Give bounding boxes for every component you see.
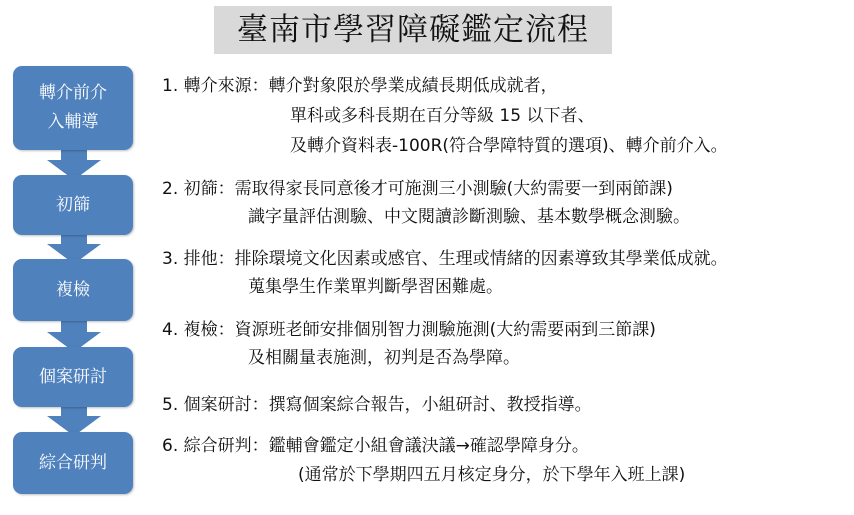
flow-box-label-line1: 轉介前介 [39, 83, 107, 103]
step-6-line: (通常於下學期四五月核定身分，於下學年入班上課) [298, 465, 686, 485]
step-5-head: 5. 個案研討：撰寫個案綜合報告，小組研討、教授指導。 [162, 395, 592, 415]
step-4-line: 及相關量表施測，初判是否為學障。 [248, 348, 520, 368]
step-6-head: 6. 綜合研判：鑑輔會鑑定小組會議決議→確認學障身分。 [162, 436, 589, 456]
flowchart [0, 0, 170, 515]
flow-box-label: 複檢 [56, 279, 90, 300]
step-4-head: 4. 複檢：資源班老師安排個別智力測驗施測(大約需要兩到三節課) [162, 320, 656, 340]
step-1-head: 1. 轉介來源：轉介對象限於學業成績長期低成就者， [162, 76, 558, 96]
flow-box-recheck [13, 259, 133, 321]
step-1-line: 及轉介資料表-100R(符合學障特質的選項)、轉介前介入。 [290, 136, 728, 156]
step-2-line: 識字量評估測驗、中文閱讀診斷測驗、基本數學概念測驗。 [248, 207, 690, 227]
step-3-head: 3. 排他：排除環境文化因素或感官、生理或情緒的因素導致其學業低成就。 [162, 249, 728, 269]
step-3-line: 蒐集學生作業單判斷學習困難處。 [248, 277, 503, 297]
step-2-head: 2. 初篩：需取得家長同意後才可施測三小測驗(大約需要一到兩節課) [162, 179, 673, 199]
flow-box-label-line2: 入輔導 [47, 112, 99, 132]
flow-box-referral [13, 66, 133, 150]
flow-box-label: 個案研討 [39, 366, 107, 387]
flow-box-label: 綜合研判 [39, 452, 107, 473]
flow-box-case-review [13, 347, 133, 407]
page-title: 臺南市學習障礙鑑定流程 [214, 6, 612, 54]
flow-box-final-judgement [13, 432, 133, 494]
flow-box-screening [13, 175, 133, 235]
flow-box-label: 初篩 [56, 194, 90, 215]
step-1-line: 單科或多科長期在百分等級 15 以下者、 [290, 106, 595, 126]
